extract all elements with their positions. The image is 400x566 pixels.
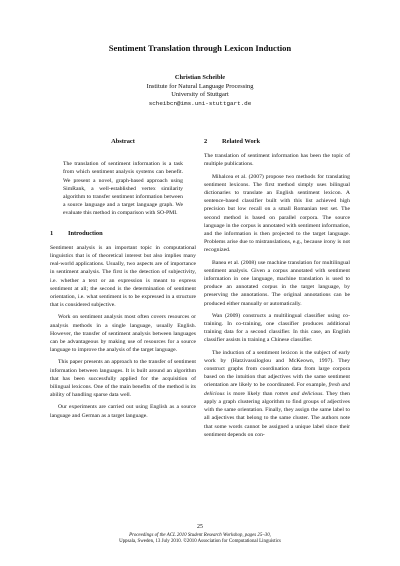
paragraph: This paper presents an approach to the transfer of sentiment information between languages. It is built around an algorithm that has been successfully applied for the acquisition of bilingual lexicons. One of the main benefits of the method is its ability of handling sparse data well.	[50, 359, 196, 399]
left-column	[50, 138, 196, 424]
author-email: scheibcn@ims.uni-stuttgart.de	[148, 99, 252, 107]
paragraph-text: is more likely than	[224, 390, 275, 397]
section-title: Related Work	[222, 138, 261, 145]
section-title: Introduction	[68, 229, 103, 237]
section-heading-introduction	[50, 230, 196, 238]
abstract-text: The translation of sentiment information is a task from which sentiment analysis systems can benefit. We present a novel, graph-based approach using SimRank, a well-established vertex similarity algorithm to transfer sentiment information between a source language and a target language graph. We evaluate this method in comparison with SO-PMI.	[63, 161, 183, 217]
paragraph-text: The induction of a sentiment lexicon is the subject of early work by (Hatzivassiloglou and McKeown, 1997). They construct graphs from coordination data from large corpora based on the intuition that adjectives with the same sentiment orientation are likely to be coordinated. For example,	[204, 349, 350, 389]
example-phrase: fresh and delicious	[204, 382, 350, 397]
section-number: 2	[204, 138, 208, 145]
affiliation-institute: Institute for Natural Language Processing	[146, 82, 254, 90]
section-number: 1	[50, 229, 54, 237]
affiliation-university: University of Stuttgart	[171, 91, 229, 98]
right-column	[204, 138, 350, 443]
paragraph: Mihalcea et al. (2007) propose two methods for translating sentiment lexicons. The first method simply uses bilingual dictionaries to translate an English sentiment lexicon. A sentence-based classifier built with this list achieved high precision but low recall on a small Romanian test set. The second method is based on parallel corpora. The source language in the corpus is annotated with sentiment information, and the information is then projected to the target language. Problems arise due to mistranslations, e.g., because irony is not recognized.	[204, 173, 350, 254]
paragraph: Our experiments are carried out using English as a source language and German as a target language.	[50, 404, 196, 419]
paragraph: Work on sentiment analysis most often covers resources or analysis methods in a single language, usually English. However, the transfer of sentiment analysis between languages can be advantageous by making use of resources for a source language to improve the analysis of the target language.	[50, 314, 196, 354]
paragraph-text: . They then apply a graph clustering algorithm to find groups of adjectives with the same orientation. Finally, they assign the same label to all adjectives that belong to the same cluster. The authors note that some words cannot be assigned a unique label since their sentiment depends on con-	[204, 390, 350, 438]
example-phrase: rotten and delicious	[274, 390, 323, 397]
page-number: 25	[197, 524, 203, 530]
paragraph: Wan (2009) constructs a multilingual classifier using co-training. In co-training, one classifier produces additional training data for a second classifier. In this case, an English classifier assists in training a Chinese classifier.	[204, 312, 350, 344]
section-heading-related-work	[204, 138, 350, 146]
author-block	[0, 74, 400, 108]
abstract-heading: Abstract	[111, 138, 135, 145]
author-name: Christian Scheible	[174, 74, 226, 81]
paper-title: Sentiment Translation through Lexicon Induction	[108, 43, 292, 53]
paragraph: Banea et al. (2008) use machine translation for multilingual sentiment analysis. Given a corpus annotated with sentiment information in one language, machine translation is used to produce an annotated corpus in the target language, by preserving the annotations. The original annotations can be produced either manually or automatically.	[204, 259, 350, 307]
footer-venue: Proceedings of the ACL 2010 Student Research Workshop, pages 25–30,	[129, 533, 271, 539]
paragraph: The translation of sentiment information has been the topic of multiple publications.	[204, 153, 350, 168]
footer-location: Uppsala, Sweden, 13 July 2010. ©2010 Association for Computational Linguistics	[119, 539, 281, 545]
paragraph: Sentiment analysis is an important topic in computational linguistics that is of theoretical interest but also implies many real-world applications. Usually, two aspects are of importance in sentiment analysis. The first is the detection of subjectivity, i.e. whether a text or an expression is meant to express sentiment at all; the second is the determination of sentiment orientation, i.e. what sentiment is to be expressed in a structure that is considered subjective.	[50, 244, 196, 309]
paragraph	[204, 349, 350, 439]
page-footer	[0, 524, 400, 546]
